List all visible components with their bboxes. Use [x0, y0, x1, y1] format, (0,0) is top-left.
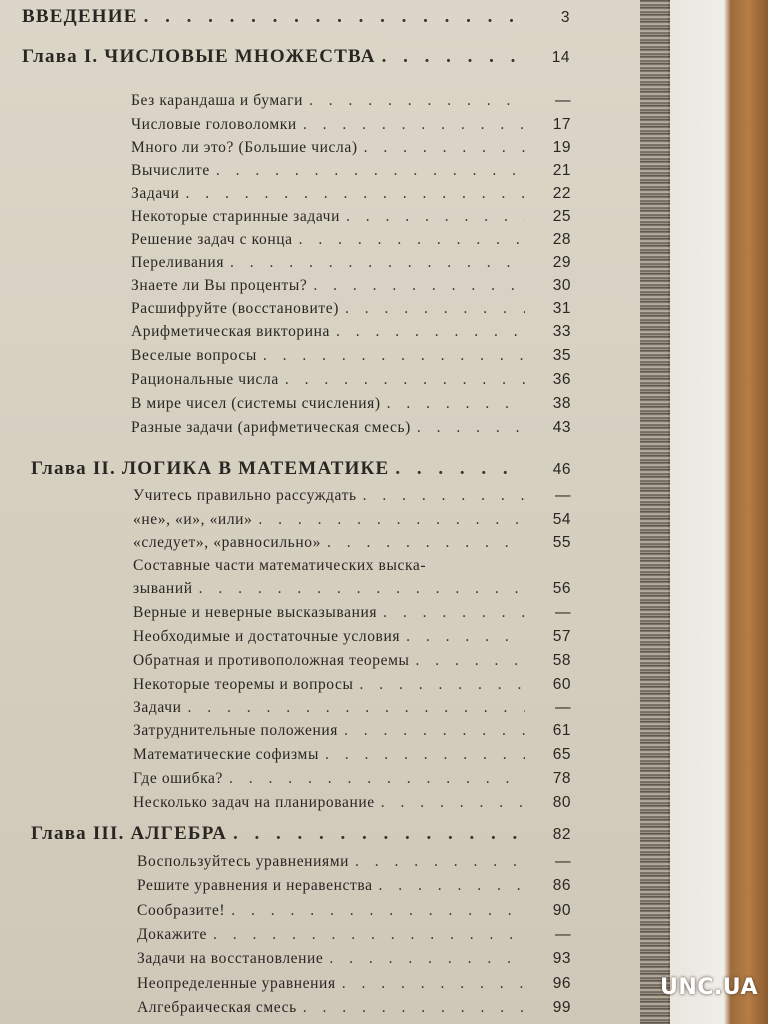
entry-page: 54 — [552, 511, 571, 528]
entry-label: «не», «и», «или» — [133, 511, 253, 528]
toc-entry — [131, 254, 571, 272]
entry-page: 93 — [552, 950, 571, 967]
entry-page: 43 — [552, 419, 571, 436]
entry-page: 58 — [552, 652, 571, 669]
entry-label: Несколько задач на планирование — [133, 794, 375, 811]
entry-label: Задачи — [131, 185, 180, 202]
toc-entry — [131, 277, 571, 295]
entry-page: 65 — [552, 746, 571, 763]
leader-dots — [345, 300, 525, 318]
leader-dots — [406, 628, 525, 646]
entry-page: 86 — [552, 877, 571, 894]
entry-page: 30 — [552, 277, 571, 294]
leader-dots — [329, 950, 525, 968]
entry-label: Некоторые старинные задачи — [131, 208, 340, 225]
entry-page: — — [555, 92, 571, 109]
leader-dots — [263, 347, 525, 365]
entry-page: 21 — [552, 162, 571, 179]
leader-dots — [325, 746, 525, 764]
entry-label: Решение задач с конца — [131, 231, 293, 248]
leader-dots — [346, 208, 525, 226]
chapter-1-page: 14 — [551, 49, 570, 66]
chapter-1-title: Глава I. ЧИСЛОВЫЕ МНОЖЕСТВА — [22, 46, 376, 67]
entry-label: Рациональные числа — [131, 371, 279, 388]
entry-label: Где ошибка? — [133, 770, 223, 787]
leader-dots — [395, 458, 525, 480]
entry-page: 17 — [552, 116, 571, 133]
entry-label: Решите уравнения и неравенства — [137, 877, 373, 894]
entry-label: Некоторые теоремы и вопросы — [133, 676, 354, 693]
entry-page: 36 — [552, 371, 571, 388]
entry-label: В мире чисел (системы счисления) — [131, 395, 381, 412]
chapter-3-title: Глава III. АЛГЕБРА — [31, 823, 227, 844]
entry-page: 61 — [552, 722, 571, 739]
toc-entry — [133, 770, 571, 788]
toc-entry — [133, 534, 571, 552]
entry-page: 80 — [552, 794, 571, 811]
entry-page: 60 — [552, 676, 571, 693]
leader-dots — [309, 92, 525, 110]
leader-dots — [364, 139, 525, 157]
entry-label: Учитесь правильно рассуждать — [133, 487, 357, 504]
leader-dots — [417, 419, 525, 437]
entry-label: зываний — [133, 580, 193, 597]
toc-entry — [133, 652, 571, 670]
leader-dots — [383, 604, 525, 622]
entry-page: — — [555, 853, 571, 870]
toc-entry — [133, 676, 571, 694]
entry-label: «следует», «равносильно» — [133, 534, 321, 551]
toc-entry — [133, 794, 571, 812]
leader-dots — [342, 975, 525, 993]
leader-dots — [213, 926, 525, 944]
leader-dots — [355, 853, 525, 871]
entry-page: 56 — [552, 580, 571, 597]
toc-entry — [133, 511, 571, 529]
toc-entry — [137, 877, 571, 895]
toc-entry — [137, 999, 571, 1017]
entry-label: Много ли это? (Большие числа) — [131, 139, 358, 156]
entry-page: 55 — [552, 534, 571, 551]
toc-entry — [137, 853, 571, 871]
entry-label: Без карандаша и бумаги — [131, 92, 303, 109]
entry-label: Алгебраическая смесь — [137, 999, 297, 1016]
toc-entry — [133, 746, 571, 764]
entry-page: 35 — [552, 347, 571, 364]
entry-label: Обратная и противоположная теоремы — [133, 652, 410, 669]
leader-dots — [229, 770, 525, 788]
intro-page: 3 — [560, 9, 570, 26]
entry-label: Сообразите! — [137, 902, 226, 919]
entry-page: 29 — [552, 254, 571, 271]
entry-page: 25 — [552, 208, 571, 225]
toc-entry — [131, 139, 571, 157]
entry-label: Воспользуйтесь уравнениями — [137, 853, 349, 870]
page-edge — [640, 0, 670, 1024]
entry-label: Знаете ли Вы проценты? — [131, 277, 308, 294]
entry-page: — — [555, 604, 571, 621]
chapter-1-heading — [22, 46, 570, 68]
leader-dots — [299, 231, 525, 249]
entry-label: Числовые головоломки — [131, 116, 297, 133]
leader-dots — [303, 116, 525, 134]
entry-label: Веселые вопросы — [131, 347, 257, 364]
toc-entry — [137, 950, 571, 968]
chapter-2-heading — [31, 458, 571, 480]
leader-dots — [233, 823, 525, 845]
leader-dots — [381, 794, 525, 812]
table-background — [670, 0, 768, 1024]
entry-label: Задачи — [133, 699, 182, 716]
toc-entry — [137, 926, 571, 944]
toc-entry — [133, 628, 571, 646]
chapter-2-page: 46 — [552, 461, 571, 478]
leader-dots — [344, 722, 525, 740]
toc-intro — [22, 6, 570, 28]
entry-page: 22 — [552, 185, 571, 202]
entry-label: Арифметическая викторина — [131, 323, 331, 340]
leader-dots — [231, 902, 525, 920]
entry-page: 78 — [552, 770, 571, 787]
entry-label: Разные задачи (арифметическая смесь) — [131, 419, 411, 436]
entry-label: Неопределенные уравнения — [137, 975, 336, 992]
entry-page: — — [555, 699, 571, 716]
leader-dots — [216, 162, 525, 180]
entry-page: 57 — [552, 628, 571, 645]
toc-entry — [133, 699, 571, 717]
entry-label: Докажите — [137, 926, 207, 943]
entry-label: Математические софизмы — [133, 746, 319, 763]
entry-label: Затруднительные положения — [133, 722, 338, 739]
leader-dots — [303, 999, 525, 1017]
leader-dots — [360, 676, 525, 694]
intro-label: ВВЕДЕНИЕ — [22, 6, 138, 27]
entry-label: Расшифруйте (восстановите) — [131, 300, 339, 317]
entry-page: — — [555, 926, 571, 943]
leader-dots — [144, 6, 524, 28]
chapter-2-title: Глава II. ЛОГИКА В МАТЕМАТИКЕ — [31, 458, 390, 479]
leader-dots — [336, 323, 525, 341]
entry-page: 99 — [552, 999, 571, 1016]
toc-entry — [131, 116, 571, 134]
entry-page: 28 — [552, 231, 571, 248]
entry-page: 38 — [552, 395, 571, 412]
entry-page: — — [555, 487, 571, 504]
leader-dots — [258, 511, 525, 529]
entry-label: Верные и неверные высказывания — [133, 604, 378, 621]
entry-page: 19 — [552, 139, 571, 156]
entry-page: 96 — [552, 975, 571, 992]
leader-dots — [416, 652, 525, 670]
chapter-3-page: 82 — [552, 826, 571, 843]
leader-dots — [187, 699, 525, 717]
toc-entry — [131, 371, 571, 389]
leader-dots — [387, 395, 525, 413]
entry-page: 90 — [552, 902, 571, 919]
toc-entry — [133, 580, 571, 598]
entry-label-wrapped: Составные части математических выска- — [133, 557, 427, 574]
toc-entry — [131, 347, 571, 365]
leader-dots — [382, 46, 524, 68]
leader-dots — [363, 487, 525, 505]
toc-entry — [131, 300, 571, 318]
leader-dots — [185, 185, 525, 203]
entry-label: Переливания — [131, 254, 225, 271]
entry-label: Необходимые и достаточные условия — [133, 628, 401, 645]
entry-label: Задачи на восстановление — [137, 950, 324, 967]
entry-page: 31 — [552, 300, 571, 317]
leader-dots — [230, 254, 525, 272]
leader-dots — [199, 580, 525, 598]
toc-entry — [137, 975, 571, 993]
watermark-logo: UNC.UA — [660, 975, 758, 1000]
leader-dots — [313, 277, 525, 295]
toc-entry — [131, 231, 571, 249]
leader-dots — [285, 371, 525, 389]
chapter-3-heading — [31, 823, 571, 845]
toc-entry — [131, 92, 571, 110]
toc-entry — [131, 185, 571, 203]
toc-entry — [131, 395, 571, 413]
leader-dots — [327, 534, 525, 552]
toc-entry — [131, 419, 571, 437]
toc-entry — [133, 722, 571, 740]
toc-entry — [131, 208, 571, 226]
toc-entry — [131, 162, 571, 180]
leader-dots — [379, 877, 525, 895]
toc-entry — [133, 604, 571, 622]
entry-page: 33 — [552, 323, 571, 340]
toc-entry — [131, 323, 571, 341]
toc-entry — [137, 902, 571, 920]
entry-label: Вычислите — [131, 162, 210, 179]
toc-entry — [133, 487, 571, 505]
